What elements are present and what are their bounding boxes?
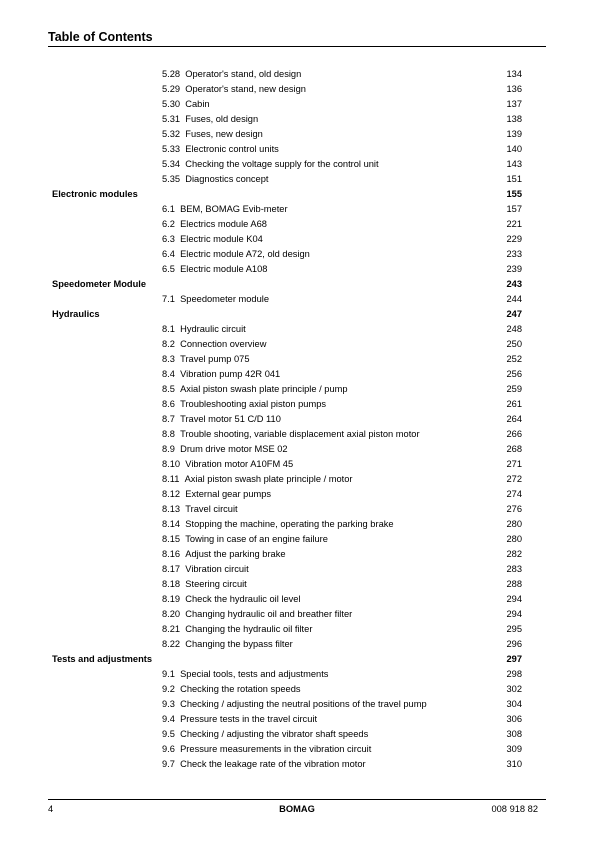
toc-section-entry[interactable] xyxy=(52,547,522,562)
toc-section-title: Hydraulic circuit xyxy=(180,324,246,334)
toc-entry-title xyxy=(162,742,371,757)
toc-section-number: 8.4 xyxy=(162,369,175,379)
toc-entry-title xyxy=(162,757,366,772)
toc-page-number: 280 xyxy=(506,534,522,544)
toc-section-title: Special tools, tests and adjustments xyxy=(180,669,329,679)
toc-entry-title xyxy=(162,127,263,142)
toc-section-entry[interactable] xyxy=(52,427,522,442)
toc-section-title: Vibration motor A10FM 45 xyxy=(185,459,294,469)
toc-section-title: Travel pump 075 xyxy=(180,354,250,364)
toc-page-number: 155 xyxy=(506,189,522,199)
toc-section-number: 5.32 xyxy=(162,129,181,139)
toc-section-entry[interactable] xyxy=(52,127,522,142)
header-rule xyxy=(48,46,546,47)
toc-section-number: 8.7 xyxy=(162,414,175,424)
footer-doc-number: 008 918 82 xyxy=(491,804,538,814)
toc-page-number: 140 xyxy=(506,144,522,154)
toc-page-number: 308 xyxy=(506,729,522,739)
toc-page-number: 302 xyxy=(506,684,522,694)
toc-section-number: 8.2 xyxy=(162,339,175,349)
toc-entry-title xyxy=(162,202,288,217)
toc-section-entry[interactable] xyxy=(52,502,522,517)
toc-section-number: 8.6 xyxy=(162,399,175,409)
toc-section-entry[interactable] xyxy=(52,82,522,97)
toc-page-number: 310 xyxy=(506,759,522,769)
toc-chapter-entry[interactable] xyxy=(52,652,522,667)
toc-section-entry[interactable] xyxy=(52,667,522,682)
toc-section-entry[interactable] xyxy=(52,67,522,82)
toc-chapter-entry[interactable] xyxy=(52,277,522,292)
toc-section-title: Pressure tests in the travel circuit xyxy=(180,714,318,724)
toc-page-number: 309 xyxy=(506,744,522,754)
toc-page-number: 239 xyxy=(506,264,522,274)
toc-section-entry[interactable] xyxy=(52,622,522,637)
toc-page-number: 244 xyxy=(506,294,522,304)
toc-section-number: 5.35 xyxy=(162,174,181,184)
toc-section-number: 8.20 xyxy=(162,609,181,619)
toc-section-number: 5.34 xyxy=(162,159,181,169)
toc-section-title: Travel circuit xyxy=(185,504,238,514)
toc-section-number: 9.7 xyxy=(162,759,175,769)
toc-section-title: Checking / adjusting the neutral positions of the travel pump xyxy=(180,699,427,709)
toc-section-number: 8.10 xyxy=(162,459,181,469)
toc-section-number: 5.33 xyxy=(162,144,181,154)
toc-section-title: Operator's stand, old design xyxy=(185,69,302,79)
toc-section-entry[interactable] xyxy=(52,712,522,727)
toc-section-number: 8.9 xyxy=(162,444,175,454)
toc-section-entry[interactable] xyxy=(52,247,522,262)
toc-section-number: 8.3 xyxy=(162,354,175,364)
toc-page-number: 280 xyxy=(506,519,522,529)
toc-section-number: 8.17 xyxy=(162,564,181,574)
toc-entry-title xyxy=(162,517,394,532)
toc-section-title: Changing hydraulic oil and breather filter xyxy=(185,609,353,619)
toc-page-number: 274 xyxy=(506,489,522,499)
toc-section-entry[interactable] xyxy=(52,352,522,367)
toc-entry-title xyxy=(162,667,328,682)
toc-section-entry[interactable] xyxy=(52,757,522,772)
toc-entry-title xyxy=(162,532,328,547)
toc-entry-title xyxy=(162,562,249,577)
toc-section-title: Connection overview xyxy=(180,339,267,349)
toc-chapter-entry[interactable] xyxy=(52,187,522,202)
toc-page-number: 294 xyxy=(506,594,522,604)
toc-section-title: Troubleshooting axial piston pumps xyxy=(180,399,327,409)
toc-section-entry[interactable] xyxy=(52,562,522,577)
page-title: Table of Contents xyxy=(48,30,153,44)
toc-page-number: 221 xyxy=(506,219,522,229)
toc-section-number: 6.1 xyxy=(162,204,175,214)
toc-section-entry[interactable] xyxy=(52,742,522,757)
toc-section-title: Electronic control units xyxy=(185,144,279,154)
toc-entry-title: Speedometer Module xyxy=(52,279,147,289)
toc-page-number: 252 xyxy=(506,354,522,364)
toc-section-title: Axial piston swash plate principle / pump xyxy=(180,384,348,394)
toc-entry-title xyxy=(162,247,310,262)
toc-section-number: 9.1 xyxy=(162,669,175,679)
toc-page-number: 157 xyxy=(506,204,522,214)
toc-chapter-entry[interactable] xyxy=(52,307,522,322)
toc-page-number: 233 xyxy=(506,249,522,259)
toc-entry-title xyxy=(162,457,293,472)
toc-section-number: 9.6 xyxy=(162,744,175,754)
toc-entry-title xyxy=(162,337,266,352)
toc-entry-title xyxy=(162,682,301,697)
toc-section-entry[interactable] xyxy=(52,457,522,472)
toc-entry-title xyxy=(162,607,352,622)
toc-section-title: Fuses, new design xyxy=(185,129,263,139)
toc-section-entry[interactable] xyxy=(52,577,522,592)
toc-page-number: 294 xyxy=(506,609,522,619)
toc-section-entry[interactable] xyxy=(52,97,522,112)
toc-entry-title xyxy=(162,547,286,562)
toc-entry-title xyxy=(162,412,281,427)
toc-section-entry[interactable] xyxy=(52,397,522,412)
toc-section-number: 6.5 xyxy=(162,264,175,274)
toc-section-entry[interactable] xyxy=(52,607,522,622)
toc-section-title: Vibration circuit xyxy=(185,564,249,574)
toc-section-number: 7.1 xyxy=(162,294,175,304)
toc-entry-title xyxy=(162,592,301,607)
toc-section-number: 8.22 xyxy=(162,639,181,649)
toc-page-number: 136 xyxy=(506,84,522,94)
toc-section-title: Electric module K04 xyxy=(180,234,263,244)
toc-entry-title xyxy=(162,697,427,712)
toc-section-entry[interactable] xyxy=(52,517,522,532)
toc-section-number: 5.30 xyxy=(162,99,181,109)
toc-section-title: Adjust the parking brake xyxy=(185,549,286,559)
toc-section-number: 5.28 xyxy=(162,69,181,79)
toc-section-entry[interactable] xyxy=(52,172,522,187)
toc-entry-title xyxy=(162,217,267,232)
toc-entry-title xyxy=(162,502,238,517)
toc-section-entry[interactable] xyxy=(52,292,522,307)
toc-page-number: 248 xyxy=(506,324,522,334)
toc-section-number: 6.4 xyxy=(162,249,175,259)
toc-entry-title xyxy=(162,382,348,397)
toc-section-number: 6.3 xyxy=(162,234,175,244)
toc-section-entry[interactable] xyxy=(52,112,522,127)
toc-section-number: 6.2 xyxy=(162,219,175,229)
toc-entry-title xyxy=(162,157,379,172)
toc-section-entry[interactable] xyxy=(52,532,522,547)
toc-section-entry[interactable] xyxy=(52,682,522,697)
toc-section-title: Electric module A108 xyxy=(180,264,268,274)
toc-entry-title xyxy=(162,352,250,367)
toc-entry-title xyxy=(162,427,420,442)
toc-section-title: Checking the voltage supply for the control unit xyxy=(185,159,379,169)
toc-section-entry[interactable] xyxy=(52,262,522,277)
toc-page-number: 271 xyxy=(506,459,522,469)
toc-entry-title: Electronic modules xyxy=(52,189,138,199)
toc-section-number: 8.1 xyxy=(162,324,175,334)
footer-rule xyxy=(48,799,546,800)
toc-page-number: 138 xyxy=(506,114,522,124)
toc-page-number: 243 xyxy=(506,279,522,289)
toc-page-number: 247 xyxy=(506,309,522,319)
toc-entry-title xyxy=(162,322,246,337)
toc-entry-title xyxy=(162,442,288,457)
toc-section-title: BEM, BOMAG Evib-meter xyxy=(180,204,288,214)
toc-entry-title xyxy=(162,82,306,97)
toc-section-title: Travel motor 51 C/D 110 xyxy=(180,414,281,424)
toc-page-number: 134 xyxy=(506,69,522,79)
toc-section-title: Check the leakage rate of the vibration motor xyxy=(180,759,366,769)
toc-section-number: 8.19 xyxy=(162,594,181,604)
toc-section-title: Steering circuit xyxy=(185,579,247,589)
toc-section-number: 8.13 xyxy=(162,504,181,514)
toc-section-entry[interactable] xyxy=(52,472,522,487)
toc-entry-title xyxy=(162,232,263,247)
toc-page-number: 139 xyxy=(506,129,522,139)
toc-page-number: 137 xyxy=(506,99,522,109)
toc-page-number: 283 xyxy=(506,564,522,574)
toc-section-title: Pressure measurements in the vibration circuit xyxy=(180,744,372,754)
toc-entry-title xyxy=(162,487,271,502)
table-of-contents xyxy=(52,67,522,772)
toc-section-entry[interactable] xyxy=(52,442,522,457)
toc-page-number: 296 xyxy=(506,639,522,649)
toc-section-entry[interactable] xyxy=(52,592,522,607)
toc-entry-title xyxy=(162,142,279,157)
toc-page-number: 151 xyxy=(506,174,522,184)
toc-section-title: Changing the hydraulic oil filter xyxy=(185,624,313,634)
toc-section-entry[interactable] xyxy=(52,697,522,712)
toc-section-title: Axial piston swash plate principle / motor xyxy=(184,474,353,484)
toc-page-number: 143 xyxy=(506,159,522,169)
toc-section-title: Stopping the machine, operating the parking brake xyxy=(185,519,394,529)
toc-entry-title xyxy=(162,97,210,112)
toc-page-number: 276 xyxy=(506,504,522,514)
toc-section-number: 8.18 xyxy=(162,579,181,589)
toc-section-title: Diagnostics concept xyxy=(185,174,269,184)
toc-section-number: 8.15 xyxy=(162,534,181,544)
toc-page-number: 259 xyxy=(506,384,522,394)
toc-section-entry[interactable] xyxy=(52,202,522,217)
toc-section-entry[interactable] xyxy=(52,412,522,427)
toc-section-entry[interactable] xyxy=(52,487,522,502)
toc-section-number: 9.3 xyxy=(162,699,175,709)
toc-page-number: 282 xyxy=(506,549,522,559)
toc-page-number: 298 xyxy=(506,669,522,679)
toc-section-number: 5.29 xyxy=(162,84,181,94)
toc-page-number: 288 xyxy=(506,579,522,589)
toc-entry-title xyxy=(162,397,326,412)
toc-section-entry[interactable] xyxy=(52,382,522,397)
toc-section-title: Electrics module A68 xyxy=(180,219,267,229)
toc-entry-title xyxy=(162,292,269,307)
toc-section-number: 8.11 xyxy=(162,474,180,484)
toc-section-number: 8.12 xyxy=(162,489,181,499)
toc-section-title: Drum drive motor MSE 02 xyxy=(180,444,288,454)
toc-section-title: Electric module A72, old design xyxy=(180,249,310,259)
toc-section-title: Vibration pump 42R 041 xyxy=(180,369,281,379)
toc-section-number: 9.4 xyxy=(162,714,175,724)
toc-section-entry[interactable] xyxy=(52,217,522,232)
toc-entry-title xyxy=(162,577,247,592)
toc-page-number: 268 xyxy=(506,444,522,454)
toc-section-title: Changing the bypass filter xyxy=(185,639,293,649)
toc-section-title: Trouble shooting, variable displacement axial piston motor xyxy=(180,429,420,439)
toc-section-number: 8.16 xyxy=(162,549,181,559)
toc-page-number: 264 xyxy=(506,414,522,424)
toc-section-number: 9.5 xyxy=(162,729,175,739)
toc-section-title: Fuses, old design xyxy=(185,114,259,124)
toc-page-number: 261 xyxy=(506,399,522,409)
toc-section-entry[interactable] xyxy=(52,367,522,382)
toc-section-entry[interactable] xyxy=(52,157,522,172)
toc-section-number: 8.21 xyxy=(162,624,181,634)
toc-entry-title xyxy=(162,112,258,127)
toc-page-number: 295 xyxy=(506,624,522,634)
toc-page-number: 256 xyxy=(506,369,522,379)
toc-section-title: Speedometer module xyxy=(180,294,270,304)
toc-section-number: 5.31 xyxy=(162,114,181,124)
toc-entry-title xyxy=(162,637,293,652)
toc-page-number: 304 xyxy=(506,699,522,709)
toc-entry-title xyxy=(162,622,312,637)
toc-section-entry[interactable] xyxy=(52,142,522,157)
toc-section-title: Check the hydraulic oil level xyxy=(185,594,301,604)
toc-entry-title xyxy=(162,262,267,277)
toc-page-number: 272 xyxy=(506,474,522,484)
toc-section-number: 8.14 xyxy=(162,519,181,529)
toc-entry-title: Hydraulics xyxy=(52,309,100,319)
toc-section-title: Cabin xyxy=(185,99,210,109)
toc-section-title: Checking the rotation speeds xyxy=(180,684,301,694)
toc-section-title: Checking / adjusting the vibrator shaft speeds xyxy=(180,729,369,739)
toc-section-number: 9.2 xyxy=(162,684,175,694)
toc-entry-title xyxy=(162,727,368,742)
toc-page-number: 266 xyxy=(506,429,522,439)
toc-section-title: Towing in case of an engine failure xyxy=(185,534,328,544)
toc-section-entry[interactable] xyxy=(52,322,522,337)
toc-entry-title: Tests and adjustments xyxy=(52,654,153,664)
toc-entry-title xyxy=(162,172,268,187)
toc-section-title: Operator's stand, new design xyxy=(185,84,306,94)
toc-entry-title xyxy=(162,367,280,382)
toc-page-number: 306 xyxy=(506,714,522,724)
toc-entry-title xyxy=(162,712,317,727)
toc-page-number: 250 xyxy=(506,339,522,349)
toc-section-entry[interactable] xyxy=(52,727,522,742)
footer-brand: BOMAG xyxy=(279,804,315,814)
toc-section-title: External gear pumps xyxy=(185,489,272,499)
toc-section-number: 8.8 xyxy=(162,429,175,439)
toc-section-entry[interactable] xyxy=(52,637,522,652)
toc-entry-title xyxy=(162,67,301,82)
toc-entry-title xyxy=(162,472,353,487)
toc-section-entry[interactable] xyxy=(52,337,522,352)
footer-page-number: 4 xyxy=(48,804,54,814)
toc-page-number: 297 xyxy=(506,654,522,664)
toc-section-number: 8.5 xyxy=(162,384,175,394)
toc-section-entry[interactable] xyxy=(52,232,522,247)
toc-page-number: 229 xyxy=(506,234,522,244)
